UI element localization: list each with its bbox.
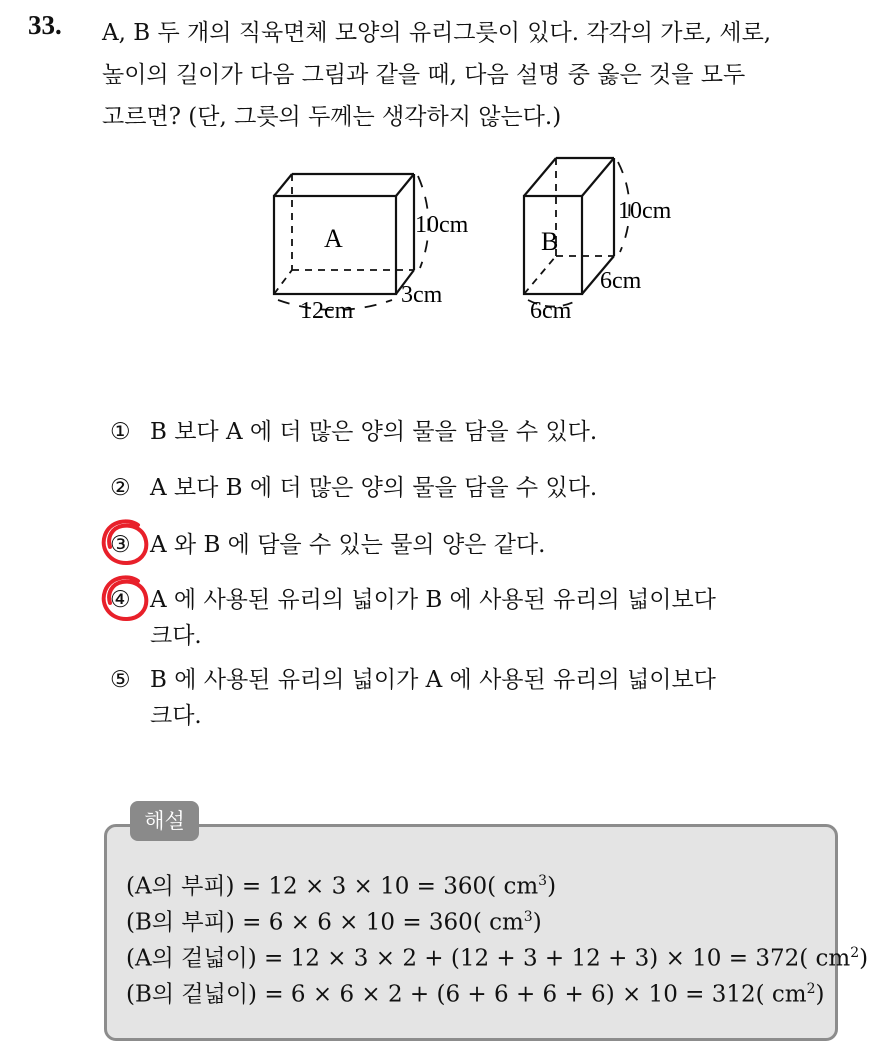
option-text: B 보다 A 에 더 많은 양의 물을 담을 수 있다. bbox=[150, 419, 598, 445]
option-number: ② bbox=[110, 475, 131, 501]
option-text: A 에 사용된 유리의 넓이가 B 에 사용된 유리의 넓이보다 bbox=[150, 587, 716, 613]
box-a-depth-label: 3cm bbox=[401, 282, 443, 308]
question-number: 33. bbox=[28, 10, 62, 40]
option-number: ④ bbox=[110, 587, 131, 613]
box-b-width-label: 6cm bbox=[530, 298, 572, 324]
option-4[interactable] bbox=[110, 582, 716, 654]
solution-line: (A의 겉넓이) = 12 × 3 × 2 + (12 + 3 + 12 + 3) × 10 = 372( $cm^2$) bbox=[126, 945, 869, 972]
question-line: 높이의 길이가 다음 그림과 같을 때, 다음 설명 중 옳은 것을 모두 bbox=[102, 62, 746, 88]
option-text-continued: 크다. bbox=[150, 623, 202, 649]
question-line: 고르면? (단, 그릇의 두께는 생각하지 않는다.) bbox=[102, 104, 562, 130]
option-number: ① bbox=[110, 419, 131, 445]
option-number: ⑤ bbox=[110, 667, 131, 693]
question-line: A, B 두 개의 직육면체 모양의 유리그릇이 있다. 각각의 가로, 세로, bbox=[102, 20, 772, 46]
solution-line: (A의 부피) = 12 × 3 × 10 = 360( $cm^3$) bbox=[126, 873, 557, 900]
option-text: B 에 사용된 유리의 넓이가 A 에 사용된 유리의 넓이보다 bbox=[150, 667, 716, 693]
solution-line: (B의 부피) = 6 × 6 × 10 = 360( $cm^3$) bbox=[126, 909, 542, 936]
box-a-label: A bbox=[324, 224, 343, 253]
box-b-depth-label: 6cm bbox=[600, 268, 642, 294]
question-stem bbox=[102, 12, 862, 138]
box-b-label: B bbox=[541, 227, 559, 256]
option-text-continued: 크다. bbox=[150, 703, 202, 729]
option-text: A 보다 B 에 더 많은 양의 물을 담을 수 있다. bbox=[150, 475, 598, 501]
box-b-height-label: 10cm bbox=[618, 198, 672, 224]
box-a-width-label: 12cm bbox=[300, 298, 354, 324]
answer-circle-mark bbox=[98, 515, 154, 571]
answer-circle-mark bbox=[98, 571, 154, 627]
solution-line: (B의 겉넓이) = 6 × 6 × 2 + (6 + 6 + 6 + 6) × 10 = 312( $cm^2$) bbox=[126, 981, 825, 1008]
option-text: A 와 B 에 담을 수 있는 물의 양은 같다. bbox=[150, 532, 546, 558]
cuboid-figure bbox=[260, 150, 700, 330]
option-3[interactable] bbox=[110, 527, 545, 563]
box-a-height-label: 10cm bbox=[415, 212, 469, 238]
solution-tag: 해설 bbox=[130, 801, 199, 841]
option-5[interactable] bbox=[110, 662, 716, 734]
option-2[interactable] bbox=[110, 470, 597, 506]
option-number: ③ bbox=[110, 532, 131, 558]
option-1[interactable] bbox=[110, 414, 597, 450]
